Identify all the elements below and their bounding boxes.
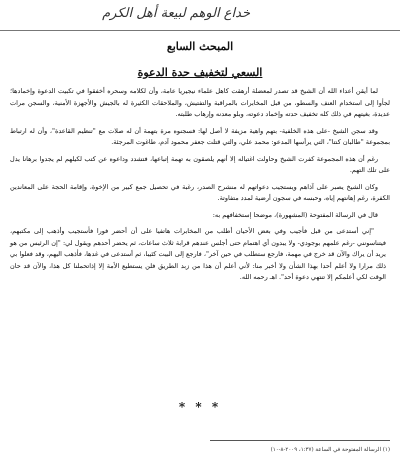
body-text <box>10 86 390 289</box>
paragraph: لما أيقن أعداء الله أن الشيخ قد تصدر لمعضلة أرهقت كاهل علماء نيجيريا عامة، وأن لكلامه وسحره أخفقوا في تكبيت الدعوة وإخمادها؛ لجأوا إلى استخدام العنف والسطو، من قبل المخابرات بالمراقبة والتفتيش، والملاحقات الكثيرة له بالجيش والأجهزة الأمنية، والسجن مرات عديدة، بغيتهم في ذلك كله تخفيف حدته وإخماد دعوته، وبلو معدنه وإرهاب طلبته. <box>10 87 390 118</box>
footnote-divider <box>210 440 390 441</box>
section-separator: * * * <box>178 400 222 414</box>
paragraph: رغم أن هذه المجموعة كفرت الشيخ وحاولت اغتياله إلا أنهم يلصقون به تهمة إتباعها، فتشدد وداعوه عن كتب لكيلهم لم يجدوا برهانا يدل على تلك التهم. <box>10 154 390 174</box>
page-header <box>0 2 400 31</box>
header-title: خداع الوهم لبيعة أهل الكرم <box>102 6 250 21</box>
quoted-text: "إني أستدعى من قبل فأجيب وفي بعض الأحيان أطلب من المخابرات هاتفيا على أن أحضر فورا فأستجيب وأذهب إلى مكتبهم، فيتناسونني -رغم علمهم بوجودي- ولا يبدون أي اهتمام حتى أجلس عندهم قرابة ثلاث ساعات، ثم يحضر أحدهم ويقول لي: "إن الرئيس من هو يريد أن يراك والآن قد خرج في مهمة، فارجع ستطلب في حين آخر"، فارجع إلى البيت كئيبا، ثم أستدعى في غدها، فأذهب اليهم، وقد فعلوا بي ذلك مرارا ولا أعلم أحدا بهذا الشأن ولا أخبر منا: لأني أعلم أن هذا من زبد الطريق فلن يستطيع الأمة إلا إذاتحملنا كل هذا، والآن قد حان الوقت لكي أعلمكم إلا تنتهي دعوة أحد". اهـ رحمه الله. <box>10 227 386 281</box>
chapter-heading: المبحث السابع <box>166 40 234 53</box>
quote-intro: قال في الرسالة المفتوحة (المشهورة)، موضحا إستخفافهم به: <box>212 210 378 219</box>
section-title: السعي لتخفيف حدة الدعوة <box>137 66 263 79</box>
footnote: (١) الرسالة المفتوحة في الساعة (١:٣٧، ٢٠٠٩-٨-١٠) <box>270 447 390 453</box>
paragraph: وقد سجن الشيخ -على هذه الخلفية- بتهم واهية مزيفة لا أصل لها: فسجنوه مرة بتهمة أن له صلات مع "تنظيم القاعدة"، وأن له ارتباط بمجموعة "طالبان كنتا"، التي يرأسها المدعو: محمد علي، والتي قتلت جعفر محمود آدم، طاغوت المرجئة. <box>10 126 390 146</box>
paragraph: وكان الشيخ يصبر على آذاهم ويستجيب دعواتهم له منشرح الصدر، رغبة في تحصيل جمع كبير من الإخوة، وإقامة الحجة على المعاندين الكفرة، رغم إهانتهم إياه، وحبسه في سجون أرضية لمدد متفاوتة. <box>10 182 390 202</box>
